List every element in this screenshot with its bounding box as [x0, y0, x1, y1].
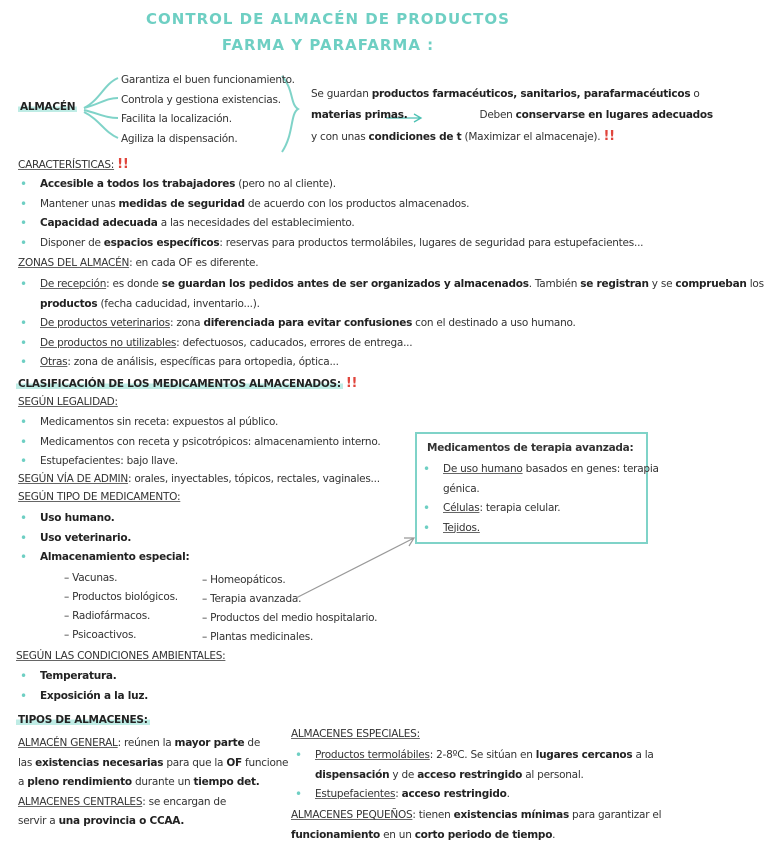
terapia-box	[415, 432, 659, 544]
almacen-general: ALMACÉN GENERAL: reúnen la mayor parte de las existencias necesarias para que la OF funcione a pleno rendimiento durante un tiempo det. ALMACENES CENTRALES: se encargan de servir a una provincia o CCAA.	[18, 737, 289, 827]
caracteristicas-heading: CARACTERÍSTICAS: !!	[18, 157, 129, 172]
list-item: • De uso humano basados en genes: terapia	[421, 460, 659, 480]
list-item: – Psicoactivos.	[64, 629, 137, 641]
list-item: • Tejidos.	[421, 519, 659, 539]
list-item: • Capacidad adecuada a las necesidades del establecimiento.	[18, 214, 643, 234]
list-item-continuation: dispensación y de acceso restringido al personal.	[315, 768, 584, 781]
list-item: • Disponer de espacios específicos: reservas para productos termolábiles, lugares de seguridad para estupefacientes...	[18, 234, 643, 254]
function-item: Controla y gestiona existencias.	[121, 93, 281, 106]
ambient-list	[18, 667, 148, 706]
list-item: • Exposición a la luz.	[18, 687, 148, 707]
tipos-heading: TIPOS DE ALMACENES:	[18, 714, 148, 726]
list-item: • Uso veterinario.	[18, 529, 189, 549]
page-subtitle: FARMA Y PARAFARMA :	[221, 36, 435, 54]
list-item: • Accesible a todos los trabajadores (pero no al cliente).	[18, 175, 643, 195]
especiales-list	[293, 746, 654, 805]
function-item: Garantiza el buen funcionamiento.	[121, 74, 295, 86]
list-item: • Almacenamiento especial:	[18, 548, 189, 568]
especiales-heading: ALMACENES ESPECIALES:	[291, 728, 420, 740]
list-item: • Temperatura.	[18, 667, 148, 687]
list-item-continuation: génica.	[443, 482, 480, 495]
almacen-label: ALMACÉN	[20, 101, 76, 113]
list-item: – Productos biológicos.	[64, 591, 178, 603]
list-item: • Productos termolábiles: 2-8ºC. Se sitúan en lugares cercanos a la	[293, 746, 654, 766]
list-item: • Estupefacientes: bajo llave.	[18, 452, 380, 472]
almacen-note: Se guardan productos farmacéuticos, sanitarios, parafarmacéuticos o materias primas. Deben conservarse en lugares adecuados y con unas condiciones de t (Maximizar el almacenaje). !!	[311, 88, 713, 144]
terapia-list	[421, 460, 659, 538]
list-item: – Productos del medio hospitalario.	[202, 612, 378, 624]
page-title: CONTROL DE ALMACÉN DE PRODUCTOS	[146, 10, 510, 28]
function-item: Facilita la localización.	[121, 113, 232, 125]
legalidad-heading: SEGÚN LEGALIDAD:	[18, 396, 118, 408]
tipo-heading: SEGÚN TIPO DE MEDICAMENTO:	[18, 491, 181, 503]
list-item: – Radiofármacos.	[64, 610, 151, 622]
list-item: • Células: terapia celular.	[421, 499, 659, 519]
list-item: • Uso humano.	[18, 509, 189, 529]
list-item: • Estupefacientes: acceso restringido.	[293, 785, 654, 805]
clasificacion-heading: CLASIFICACIÓN DE LOS MEDICAMENTOS ALMACENADOS: !!	[18, 376, 358, 391]
list-item: – Terapia avanzada.	[202, 593, 302, 605]
list-item: • Mantener unas medidas de seguridad de acuerdo con los productos almacenados.	[18, 195, 643, 215]
list-item: • De productos veterinarios: zona diferenciada para evitar confusiones con el destinado a uso humano.	[18, 314, 764, 334]
list-item: • Medicamentos sin receta: expuestos al público.	[18, 413, 380, 433]
list-item: • Medicamentos con receta y psicotrópicos: almacenamiento interno.	[18, 433, 380, 453]
list-item-continuation: productos (fecha caducidad, inventario...).	[40, 297, 260, 310]
list-item: • De productos no utilizables: defectuosos, caducados, errores de entrega...	[18, 334, 764, 354]
list-item: • Otras: zona de análisis, específicas para ortopedia, óptica...	[18, 353, 764, 373]
zonas-heading: ZONAS DEL ALMACÉN: en cada OF es diferente.	[18, 257, 259, 269]
via-heading: SEGÚN VÍA DE ADMIN: orales, inyectables, tópicos, rectales, vaginales...	[18, 473, 380, 485]
alert-icon: !!	[117, 157, 129, 172]
list-item: • De recepción: es donde se guardan los pedidos antes de ser organizados y almacenados. También se registran y se comprueban los	[18, 275, 764, 295]
ambient-heading: SEGÚN LAS CONDICIONES AMBIENTALES:	[16, 650, 226, 662]
list-item: – Homeopáticos.	[202, 574, 286, 586]
terapia-title: Medicamentos de terapia avanzada:	[427, 442, 634, 454]
alert-icon: !!	[603, 129, 615, 144]
alert-icon: !!	[345, 376, 358, 391]
function-item: Agiliza la dispensación.	[121, 132, 238, 145]
list-item: – Vacunas.	[64, 572, 118, 584]
almacenes-pequenos: ALMACENES PEQUEÑOS: tienen existencias mínimas para garantizar el funcionamiento en un corto periodo de tiempo.	[291, 809, 662, 841]
list-item: – Plantas medicinales.	[202, 631, 314, 643]
